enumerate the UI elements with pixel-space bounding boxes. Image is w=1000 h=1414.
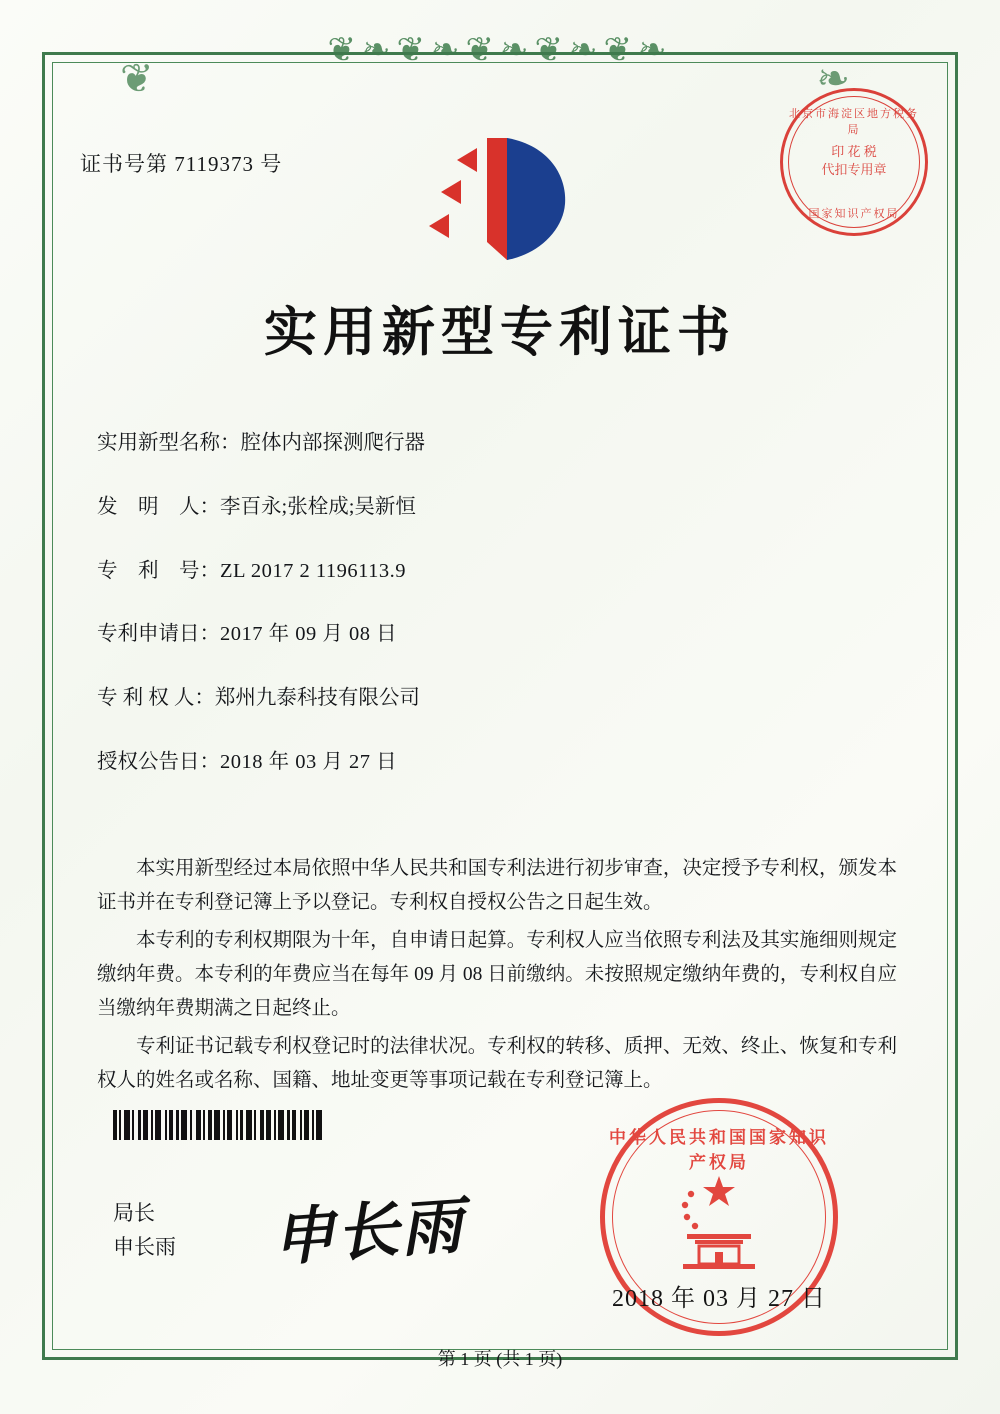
tax-stamp-line2: 代扣专用章 (821, 162, 887, 177)
ornament-left-icon: ❦ (120, 56, 154, 101)
paragraph-1: 本实用新型经过本局依照中华人民共和国专利法进行初步审查，决定授予专利权，颁发本证书并在专利登记簿上予以登记。专利权自授权公告之日起生效。 (97, 858, 897, 913)
field-value-grant-date: 2018 年 03 月 27 日 (220, 750, 398, 773)
barcode (113, 1110, 385, 1140)
paragraph-2: 本专利的专利权期限为十年，自申请日起算。专利权人应当依照专利法及其实施细则规定缴纳年费。本专利的年费应当在每年 09 月 08 日前缴纳。未按照规定缴纳年费的，专利权自应当缴纳年费期满之日起终止。 (97, 930, 897, 1019)
field-row-application-date (97, 619, 897, 650)
tax-stamp-line1: 印 花 税 (831, 144, 877, 159)
ornament-top-band: ❦❧❦❧❦❧❦❧❦❧ (327, 32, 673, 69)
page-footer: 第 1 页 (共 1 页) (437, 1349, 563, 1369)
field-value-patentee: 郑州九泰科技有限公司 (214, 687, 420, 709)
handwritten-signature: 申长雨 (270, 1188, 467, 1275)
signature-title-label: 局长 (113, 1201, 155, 1225)
field-row-name (97, 428, 897, 459)
paragraph-3: 专利证书记载专利权登记时的法律状况。专利权的转移、质押、无效、终止、恢复和专利权人的姓名或名称、国籍、地址变更等事项记载在专利登记簿上。 (97, 1036, 897, 1091)
field-value-patent-number: ZL 2017 2 1196113.9 (220, 559, 407, 582)
field-label-application-date: 专利申请日： (97, 623, 220, 646)
national-seal-arc-top: 中华人民共和国国家知识产权局 (609, 1128, 829, 1172)
field-row-patent-number (97, 556, 897, 587)
cnipa-logo-icon (415, 130, 585, 270)
field-list (97, 428, 897, 811)
tax-stamp-arc-top: 北京市海淀区地方税务局 (789, 108, 919, 136)
body-text (97, 852, 897, 1102)
field-label-name: 实用新型名称： (97, 432, 241, 454)
tax-stamp-arc-bottom: 国家知识产权局 (808, 208, 900, 220)
field-label-patent-number: 专 利 号： (97, 559, 220, 582)
field-label-inventor: 发 明 人： (97, 495, 220, 518)
field-value-inventor: 李百永;张栓成;吴新恒 (220, 495, 416, 518)
field-row-patentee (97, 683, 897, 714)
field-row-inventor (97, 492, 897, 523)
tax-stamp (780, 88, 928, 236)
national-emblem-icon (665, 1172, 773, 1272)
certificate-number: 证书号第 7119373 号 (80, 152, 283, 176)
field-value-name: 腔体内部探测爬行器 (240, 432, 425, 454)
field-row-grant-date (97, 747, 897, 778)
ornament-right-icon: ❧ (816, 56, 850, 101)
signature-block (113, 1196, 176, 1264)
field-label-grant-date: 授权公告日： (97, 750, 220, 773)
field-label-patentee: 专 利 权 人： (97, 687, 215, 709)
page-title: 实用新型专利证书 (264, 304, 736, 362)
signature-name: 申长雨 (113, 1235, 176, 1259)
field-value-application-date: 2017 年 09 月 08 日 (220, 623, 398, 646)
seal-date: 2018 年 03 月 27 日 (612, 1286, 826, 1312)
